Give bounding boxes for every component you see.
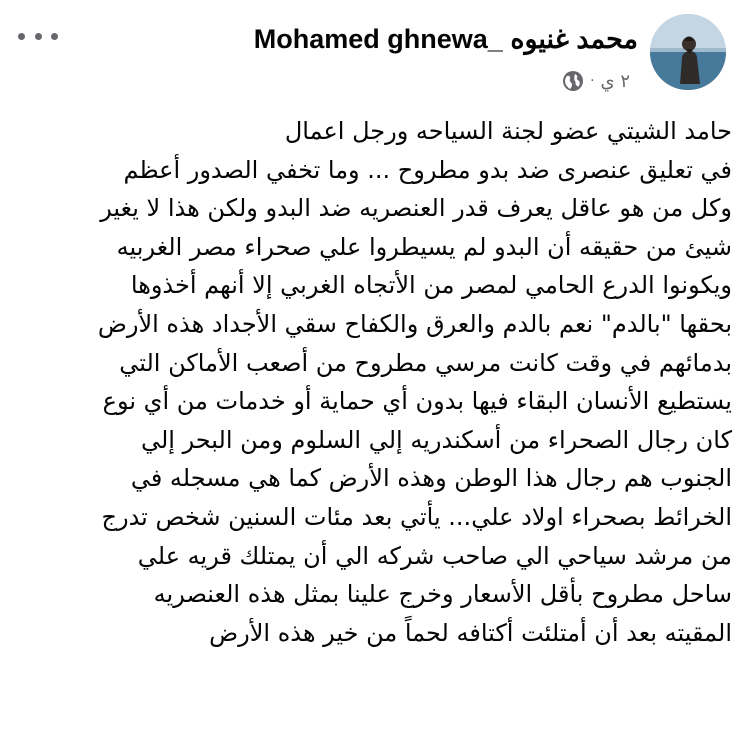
post-text-line: في تعليق عنصرى ضد بدو مطروح ... وما تخفي الصدور أعظم [123, 155, 732, 184]
post-timestamp[interactable]: ٢ ي [600, 70, 630, 92]
post-text-line: الخرائط بصحراء اولاد علي... يأتي بعد مئات السنين شخص تدرج [101, 502, 732, 531]
avatar[interactable] [650, 14, 726, 90]
meta-separator: · [590, 73, 595, 89]
more-options-icon-dot [51, 33, 58, 40]
post-text-line: يستطيع الأنسان البقاء فيها بدون أي حماية أو خدمات من أي نوع [102, 387, 732, 416]
post-text [22, 112, 732, 652]
post-text-line: وكل من هو عاقل يعرف قدر العنصريه ضد البدو ولكن هذا لا يغير [100, 194, 732, 223]
post-text-line: ساحل مطروح بأقل الأسعار وخرج علينا بمثل هذه العنصريه [153, 580, 732, 609]
post-text-line: الجنوب هم رجال هذا الوطن وهذه الأرض كما هي مسجله في [130, 464, 732, 493]
more-options-icon-dot [35, 33, 42, 40]
post-header [0, 0, 750, 100]
post-text-line: شيئ من حقيقه أن البدو لم يسيطروا علي صحراء مصر الغربيه [116, 232, 732, 261]
post-text-line: كان رجال الصحراء من أسكندريه إلي السلوم ومن البحر إلي [140, 425, 732, 454]
more-options-button[interactable] [18, 24, 58, 48]
author-name[interactable]: Mohamed ghnewa_ محمد غنيوه [253, 24, 638, 54]
post-text-line: المقيته بعد أن أمتلئت أكتافه لحماً من خير هذه الأرض [209, 618, 732, 647]
globe-icon[interactable] [562, 70, 584, 92]
post-text-line: حامد الشيتي عضو لجنة السياحه ورجل اعمال [284, 117, 732, 145]
post-meta [562, 68, 630, 94]
post-text-line: من مرشد سياحي الي صاحب شركه الي أن يمتلك قريه علي [137, 541, 732, 570]
post-text-line: بحقها "بالدم" نعم بالدم والعرق والكفاح سقي الأجداد هذه الأرض [97, 309, 732, 338]
post-text-line: ويكونوا الدرع الحامي لمصر من الأتجاه الغربي إلا أنهم أخذوها [130, 271, 732, 300]
more-options-icon [18, 33, 25, 40]
post-text-line: بدمائهم في وقت كانت مرسي مطروح من أصعب الأماكن التي [119, 348, 732, 377]
